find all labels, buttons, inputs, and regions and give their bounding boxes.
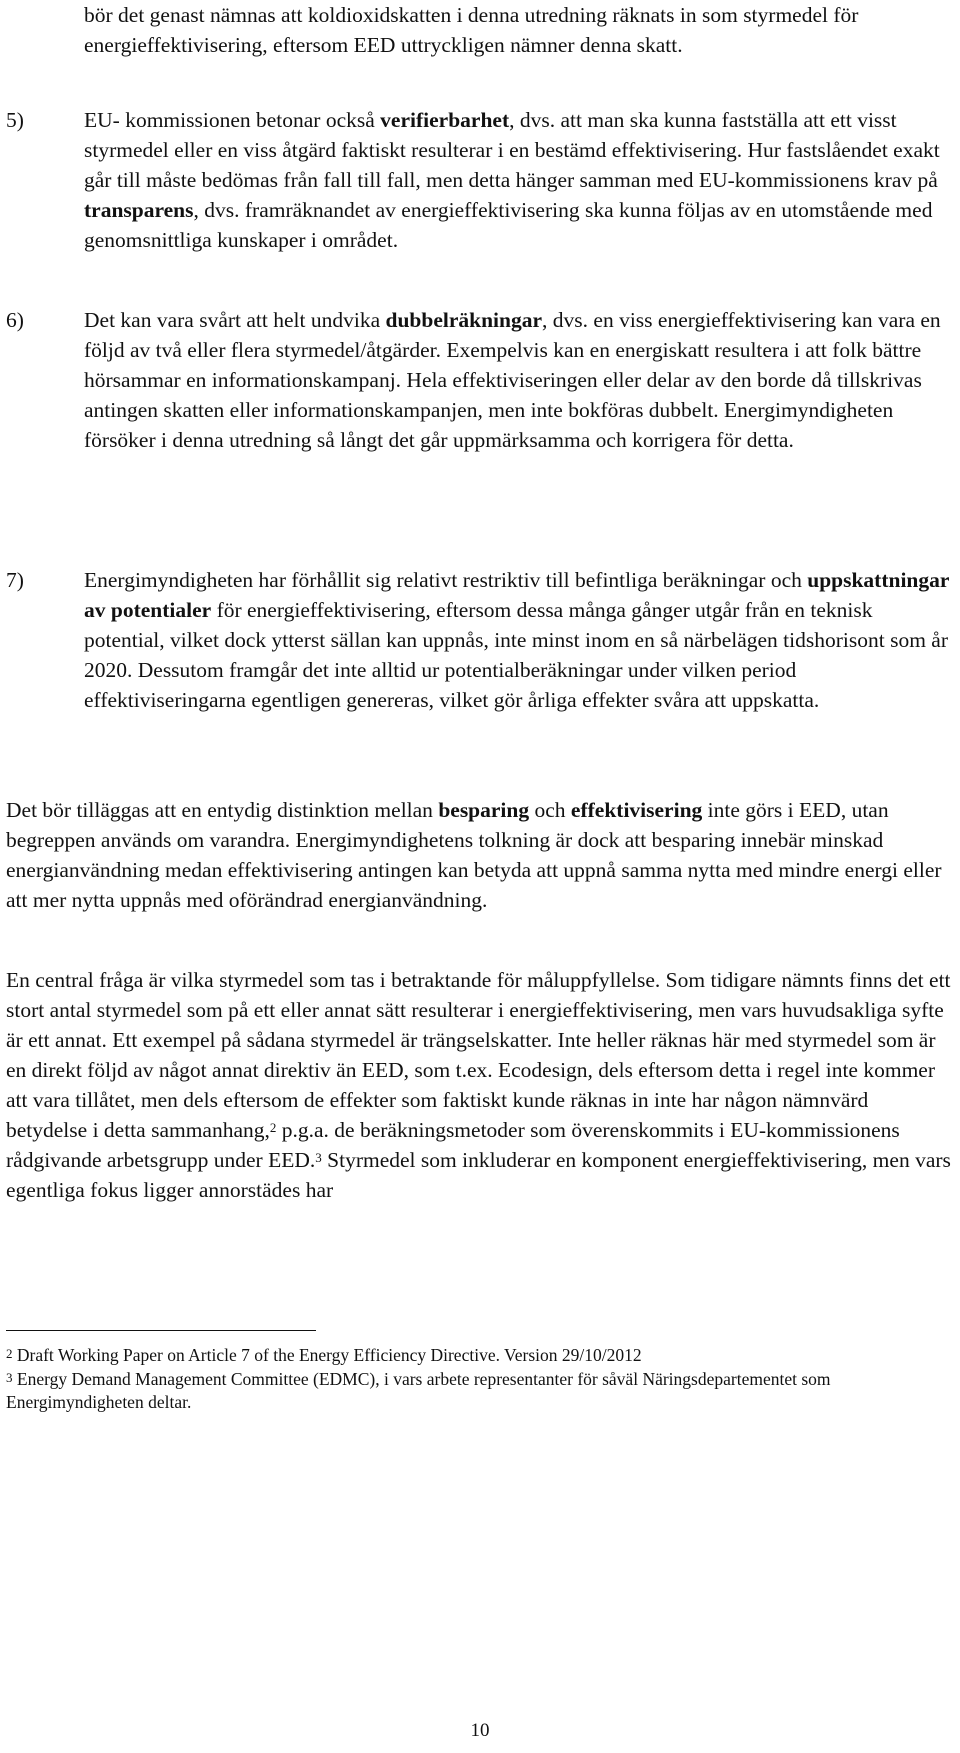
text-run: Det bör tilläggas att en entydig distinktion mellan [6, 798, 439, 822]
emphasized-term: dubbelräkningar [385, 308, 543, 332]
emphasized-term: effektivisering [570, 798, 703, 822]
list-number: 6) [6, 308, 24, 332]
list-item-text [84, 565, 952, 715]
emphasized-term: besparing [438, 798, 530, 822]
footnote-separator [6, 1330, 316, 1331]
footnote-mark: 3 [6, 1370, 13, 1385]
text-run: Styrmedel som inkluderar en komponent energieffektivisering, men vars egentliga fokus ligger annorstädes har [6, 1148, 951, 1202]
list-item-text [84, 0, 952, 60]
text-run: , dvs. att man ska kunna fastställa att ett visst styrmedel eller en viss åtgärd faktiskt resulterar i en bestämd effektivisering. Hur fastslåendet exakt går till måste bedömas från fall till fall, men detta hänger samman med EU-kommissionens krav på [84, 108, 940, 192]
emphasized-term: transparens [84, 198, 194, 222]
text-run: Energimyndigheten har förhållit sig relativt restriktiv till befintliga beräkningar och [84, 568, 808, 592]
paragraph-besparing [6, 795, 954, 915]
footnote-3 [6, 1368, 954, 1414]
list-item-text [84, 305, 952, 455]
text-run: , dvs. framräknandet av energieffektivisering ska kunna följas av en utomstående med genomsnittliga kunskaper i området. [84, 198, 933, 252]
list-number: 5) [6, 108, 24, 132]
text-run: EU- kommissionen betonar också [84, 108, 381, 132]
emphasized-term: verifierbarhet [380, 108, 510, 132]
text-run: Det kan vara svårt att helt undvika [84, 308, 386, 332]
list-item-text [84, 105, 952, 255]
footnote-2 [6, 1344, 954, 1367]
text-run: p.g.a. de beräkningsmetoder som överenskommits i EU-kommissionens rådgivande arbetsgrupp under EED. [6, 1118, 900, 1172]
text-run: bör det genast nämnas att koldioxidskatten i denna utredning räknats in som styrmedel för energieffektivisering, eftersom EED uttryckligen nämner denna skatt. [84, 3, 859, 57]
text-run: , dvs. en viss energieffektivisering kan vara en följd av två eller flera styrmedel/åtgärder. Exempelvis kan en energiskatt resultera i att folk bättre hörsammar en informationskampanj. Hela effektiviseringen eller delar av den borde då tillskrivas antingen skatten eller informationskampanjen, men inte bokföras dubbelt. Energimyndigheten försöker i denna utredning så långt det går uppmärksamma och korrigera för detta. [84, 308, 941, 452]
text-run: och [529, 798, 571, 822]
footnote-text: Draft Working Paper on Article 7 of the Energy Efficiency Directive. Version 29/10/2012 [12, 1345, 642, 1365]
text-run: för energieffektivisering, eftersom dessa många gånger utgår från en teknisk potential, vilket dock ytterst sällan kan uppnås, inte minst inom en så närbelägen tidshorisont som år 2020. Dessutom framgår det inte alltid ur potentialberäkningar under vilken period effektiviseringarna egentligen genereras, vilket gör årliga effekter svåra att uppskatta. [84, 598, 949, 712]
footnote-text: Energy Demand Management Committee (EDMC), i vars arbete representanter för såväl Näringsdepartementet som Energimyndigheten deltar. [6, 1369, 831, 1412]
footnote-mark: 2 [6, 1346, 13, 1361]
footnote-reference: 3 [315, 1150, 322, 1165]
paragraph-styrmedel [6, 965, 954, 1205]
footnote-reference: 2 [269, 1120, 277, 1135]
page-number: 10 [470, 1720, 490, 1741]
text-run: En central fråga är vilka styrmedel som tas i betraktande för måluppfyllelse. Som tidigare nämnts finns det ett stort antal styrmedel som på ett eller annat sätt resulterar i energieffektivisering, men vars huvudsakliga syfte är ett annat. Ett exempel på sådana styrmedel är trängselskatter. Inte heller räknas här med styrmedel som är en direkt följd av något annat direktiv än EED, som t.ex. Ecodesign, dels eftersom detta i regel inte kommer att vara tillåtet, men dels eftersom de effekter som faktiskt kunde räknas in inte har någon nämnvärd betydelse i detta sammanhang, [6, 968, 951, 1142]
text-run: inte görs i EED, utan begreppen används om varandra. Energimyndighetens tolkning är dock att besparing innebär minskad energianvändning medan effektivisering antingen kan betyda att uppnå samma nytta med mindre energi eller att mer nytta uppnås med oförändrad energianvändning. [6, 798, 942, 912]
list-number: 7) [6, 568, 24, 592]
emphasized-term: uppskattningar av potentialer [84, 568, 950, 622]
